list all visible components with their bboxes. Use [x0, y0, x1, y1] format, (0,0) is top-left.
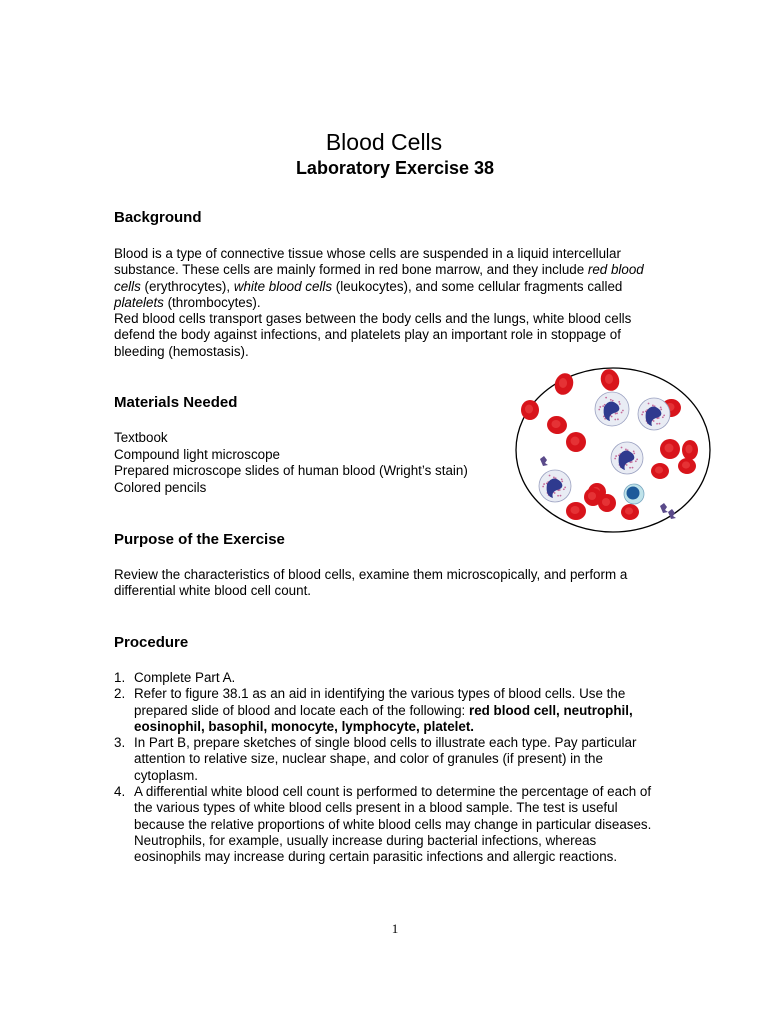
background-text: (leukocytes), and some cellular fragments called	[332, 278, 623, 294]
materials-item: Compound light microscope	[114, 446, 280, 462]
lymphocyte-nucleus-shape	[627, 487, 640, 500]
granule-dot-shape	[610, 399, 612, 401]
granule-dot-shape	[631, 461, 633, 463]
granule-dot-shape	[615, 413, 617, 415]
red-blood-cell-center-shape	[602, 498, 610, 506]
granule-dot-shape	[615, 455, 617, 457]
procedure-number: 2.	[114, 686, 126, 702]
procedure-text: A differential white blood cell count is performed to determine the percentage of each of the various types of white blood cells present in a blood sample. The test is useful because the relative proportions of white blood cells may change in particular diseases. Neutrophils, for example, usually increase during bacterial infections, whereas eosinophils may increase during certain parasitic infections and allergic reactions.	[134, 784, 652, 865]
red-blood-cell-center-shape	[665, 444, 674, 453]
granule-dot-shape	[605, 397, 607, 399]
granule-dot-shape	[622, 410, 624, 412]
granule-dot-shape	[542, 486, 544, 488]
granule-dot-shape	[636, 458, 638, 460]
granule-dot-shape	[549, 475, 551, 477]
granule-dot-shape	[618, 401, 620, 403]
document-subtitle: Laboratory Exercise 38	[295, 158, 495, 178]
granule-dot-shape	[564, 486, 566, 488]
granule-dot-shape	[626, 464, 628, 466]
procedure-number: 1.	[114, 670, 126, 685]
red-blood-cell-center-shape	[571, 437, 580, 446]
granule-dot-shape	[632, 467, 634, 469]
term-platelets: platelets	[114, 294, 164, 310]
red-blood-cell-center-shape	[559, 378, 567, 388]
materials-item: Colored pencils	[114, 479, 207, 495]
procedure-text: Complete Part A.	[134, 670, 236, 685]
granule-dot-shape	[602, 405, 604, 407]
granule-dot-shape	[611, 416, 613, 418]
granule-dot-shape	[559, 489, 561, 491]
background-paragraph-2: Red blood cells transport gases between the body cells and the lungs, white blood cells defend the body against infections, and platelets play an important role in stoppage of bleeding (hemostasis).	[114, 311, 632, 359]
granule-dot-shape	[563, 488, 565, 490]
granule-dot-shape	[663, 414, 665, 416]
purpose-paragraph: Review the characteristics of blood cells, examine them microscopically, and perform a differential white blood cell count.	[114, 567, 628, 599]
granule-dot-shape	[629, 467, 631, 469]
granule-dot-shape	[561, 478, 563, 480]
blood-smear-illustration-icon	[514, 366, 712, 534]
granule-dot-shape	[635, 460, 637, 462]
granule-dot-shape	[662, 416, 664, 418]
red-blood-cell-center-shape	[525, 405, 533, 414]
granule-dot-shape	[554, 492, 556, 494]
background-paragraph-1	[114, 246, 659, 311]
page-number: 1	[391, 921, 399, 936]
purpose-heading: Purpose of the Exercise	[114, 531, 285, 548]
granule-dot-shape	[617, 418, 619, 420]
red-blood-cell-center-shape	[605, 374, 613, 384]
granule-dot-shape	[660, 408, 662, 410]
granule-dot-shape	[553, 477, 555, 479]
background-heading: Background	[114, 209, 202, 226]
granule-dot-shape	[543, 483, 545, 485]
granule-dot-shape	[621, 447, 623, 449]
granule-dot-shape	[614, 419, 616, 421]
red-blood-cell-center-shape	[588, 492, 596, 500]
procedure-heading: Procedure	[114, 634, 189, 651]
red-blood-cell-center-shape	[655, 466, 663, 473]
granule-dot-shape	[619, 403, 621, 405]
red-blood-cell-center-shape	[625, 507, 633, 514]
granule-dot-shape	[633, 452, 635, 454]
procedure-text: In Part B, prepare sketches of single blood cells to illustrate each type. Pay particular attention to relative size, nuclear shape, and color of granules (if present) in the cytoplasm.	[134, 735, 637, 783]
granule-dot-shape	[659, 423, 661, 425]
procedure-item	[114, 686, 654, 735]
granule-dot-shape	[557, 495, 559, 497]
materials-item: Textbook	[114, 430, 168, 445]
procedure-item	[114, 670, 654, 686]
granule-dot-shape	[652, 405, 654, 407]
procedure-bold-text: red blood cell, neutrophil, eosinophil, basophil, monocyte, lymphocyte, platelet.	[134, 702, 633, 734]
granule-dot-shape	[660, 406, 662, 408]
granule-dot-shape	[642, 411, 644, 413]
procedure-number: 4.	[114, 784, 126, 800]
materials-heading: Materials Needed	[114, 394, 238, 411]
granule-dot-shape	[598, 409, 600, 411]
granule-dot-shape	[656, 423, 658, 425]
materials-item: Prepared microscope slides of human blood (Wright’s stain)	[114, 463, 468, 478]
background-text: Blood is a type of connective tissue whose cells are suspended in a liquid intercellular substance. These cells are mainly formed in red bone marrow, and they include	[114, 246, 621, 278]
background-text: (erythrocytes),	[140, 278, 234, 294]
granule-dot-shape	[614, 458, 616, 460]
procedure-item	[114, 735, 654, 784]
granule-dot-shape	[625, 449, 627, 451]
term-red-blood-cells: red blood cells	[114, 262, 644, 294]
granule-dot-shape	[560, 495, 562, 497]
granule-dot-shape	[612, 400, 614, 402]
granule-dot-shape	[658, 417, 660, 419]
procedure-number: 3.	[114, 735, 126, 751]
red-blood-cell-center-shape	[571, 506, 580, 514]
document-title: Blood Cells	[325, 129, 443, 155]
granule-dot-shape	[621, 412, 623, 414]
red-blood-cell-center-shape	[682, 461, 690, 468]
term-white-blood-cells: white blood cells	[233, 278, 333, 294]
procedure-text: Refer to figure 38.1 as an aid in identifying the various types of blood cells. Use the prepared slide of blood and locate each of the following:	[134, 686, 626, 718]
granule-dot-shape	[653, 420, 655, 422]
red-blood-cell-center-shape	[685, 445, 692, 454]
granule-dot-shape	[633, 450, 635, 452]
granule-dot-shape	[648, 403, 650, 405]
materials-list	[114, 430, 468, 496]
granule-dot-shape	[641, 414, 643, 416]
granule-dot-shape	[561, 480, 563, 482]
granule-dot-shape	[599, 406, 601, 408]
procedure-list	[114, 670, 654, 866]
granule-dot-shape	[616, 412, 618, 414]
procedure-item	[114, 784, 654, 865]
red-blood-cell-center-shape	[552, 420, 561, 428]
background-text: (thrombocytes).	[163, 294, 261, 310]
